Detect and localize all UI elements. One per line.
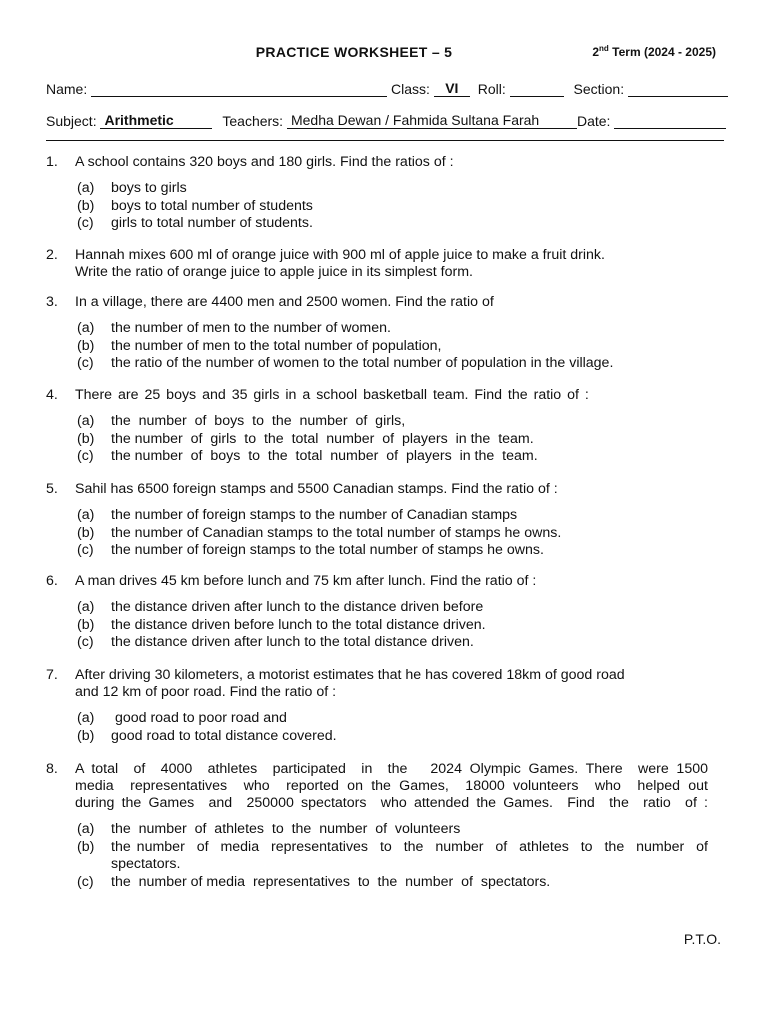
sub-list [77,599,708,652]
question-3 [46,294,708,373]
sub-item [77,180,708,198]
question-1 [46,154,708,233]
sub-label: (a) [77,180,95,196]
question-text: Sahil has 6500 foreign stamps and 5500 Canadian stamps. Find the ratio of : [75,481,558,497]
sub-text: boys to total number of students [111,197,313,214]
term-label [592,44,716,59]
question-text: In a village, there are 4400 men and 2500 women. Find the ratio of [75,294,494,310]
sub-text: the number of foreign stamps to the total number of stamps he owns. [111,542,544,558]
sub-list [77,507,708,560]
sub-item [77,728,708,746]
sub-item [77,413,708,431]
sub-label: (a) [77,710,95,726]
question-number: 6. [46,573,58,589]
question-text: during the Games and 250000 spectators who attended the Games. Find the ratio of : [75,795,708,811]
sub-text: the number of media representatives to the number of spectators. [111,873,551,890]
sub-text: spectators. [111,856,181,872]
sub-label: (b) [77,838,95,855]
sub-item [77,617,708,635]
sub-text: the distance driven after lunch to the total distance driven. [111,634,474,650]
sub-label: (c) [77,634,94,650]
sub-item [77,448,708,466]
sub-text: the number of media representatives to the number of athletes to the number of [111,838,708,855]
sub-label: (c) [77,448,94,464]
sub-text: the number of girls to the total number of players in the team. [111,430,534,447]
sub-list [77,320,708,373]
sub-label: (c) [77,873,94,890]
sub-item [77,355,708,373]
sub-item [77,839,708,874]
sub-item [77,215,708,233]
question-number: 2. [46,247,58,263]
question-text: A total of 4000 athletes participated in the 2024 Olympic Games. There were 1500 [75,761,708,777]
sub-label: (c) [77,215,94,231]
question-5 [46,481,708,560]
sub-text: the number of Canadian stamps to the total number of stamps he owns. [111,524,562,541]
sub-label: (a) [77,599,95,615]
subject-teacher-row [46,112,724,129]
sub-text: the number of boys to the total number of players in the team. [111,448,538,464]
question-number: 4. [46,387,58,403]
sub-label: (b) [77,197,95,214]
sub-text: the number of boys to the number of girls, [111,413,406,429]
sub-label: (a) [77,507,95,523]
sub-text: the number of men to the total number of population, [111,337,442,354]
question-number: 5. [46,481,58,497]
sub-text: good road to total distance covered. [111,727,337,744]
sub-item [77,634,708,652]
question-text: A school contains 320 boys and 180 girls. Find the ratios of : [75,154,454,170]
sub-list [77,821,708,891]
sub-item [77,874,708,892]
sub-list [77,180,708,233]
name-class-row [46,80,724,97]
class-value: VI [434,80,470,97]
sub-label: (a) [77,821,95,837]
question-number: 7. [46,667,58,683]
roll-label: Roll: [477,81,506,97]
question-text: Hannah mixes 600 ml of orange juice with 900 ml of apple juice to make a fruit drink. [75,247,605,263]
roll-blank[interactable] [510,80,564,97]
question-text: Write the ratio of orange juice to apple juice in its simplest form. [75,264,473,280]
sub-label: (b) [77,430,95,447]
section-label: Section: [573,81,625,97]
sub-text: the distance driven before lunch to the total distance driven. [111,616,486,633]
question-8 [46,761,708,891]
sub-list [77,413,708,466]
date-label: Date: [576,113,611,129]
sub-text: the number of foreign stamps to the number of Canadian stamps [111,507,518,523]
sub-label: (a) [77,320,95,336]
sub-text: girls to total number of students. [111,215,313,231]
sub-text-block [111,839,708,874]
teachers-label: Teachers: [222,113,284,129]
class-label: Class: [391,81,430,97]
sub-item [77,338,708,356]
sub-item [77,542,708,560]
sub-label: (b) [77,337,95,354]
sub-label: (b) [77,727,95,744]
sub-text: the distance driven after lunch to the distance driven before [111,599,484,615]
section-blank[interactable] [628,80,728,97]
question-2 [46,247,708,281]
question-4 [46,387,708,466]
sub-label: (c) [77,355,94,371]
header-divider [46,140,724,141]
question-text: media representatives who reported on the Games, 18000 volunteers who helped out [75,778,708,794]
sub-text: the number of men to the number of women. [111,320,391,336]
sub-text: the number of athletes to the number of volunteers [111,821,461,837]
question-number: 3. [46,294,58,310]
question-text: A man drives 45 km before lunch and 75 km after lunch. Find the ratio of : [75,573,537,589]
subject-value: Arithmetic [100,112,212,129]
question-6 [46,573,708,652]
name-blank[interactable] [91,80,387,97]
teachers-value: Medha Dewan / Fahmida Sultana Farah [287,112,577,129]
sub-text: boys to girls [111,180,187,196]
sub-label: (a) [77,413,95,429]
sub-item [77,507,708,525]
question-number: 1. [46,154,58,170]
term-ordinal-suffix: nd [599,44,609,53]
sub-item [77,320,708,338]
term-ordinal: 2 [592,45,600,59]
sub-text: good road to poor road and [111,710,287,726]
sub-item [77,525,708,543]
subject-label: Subject: [46,113,97,129]
term-years: Term (2024 - 2025) [608,45,716,59]
question-text: There are 25 boys and 35 girls in a school basketball team. Find the ratio of : [75,387,589,403]
sub-item [77,599,708,617]
sub-item [77,431,708,449]
name-label: Name: [46,81,88,97]
sub-label: (c) [77,542,94,558]
worksheet-title: PRACTICE WORKSHEET – 5 [255,44,453,60]
sub-list [77,710,708,745]
sub-item [77,821,708,839]
sub-label: (b) [77,524,95,541]
question-number: 8. [46,761,58,777]
question-text: and 12 km of poor road. Find the ratio of : [75,684,337,700]
sub-item [77,710,708,728]
sub-text: the ratio of the number of women to the total number of population in the village. [111,355,614,371]
sub-label: (b) [77,616,95,633]
question-7 [46,667,708,745]
question-text: After driving 30 kilometers, a motorist estimates that he has covered 18km of good road [75,667,625,683]
pto-label: P.T.O. [683,931,721,947]
sub-item [77,198,708,216]
date-blank[interactable] [614,112,726,129]
